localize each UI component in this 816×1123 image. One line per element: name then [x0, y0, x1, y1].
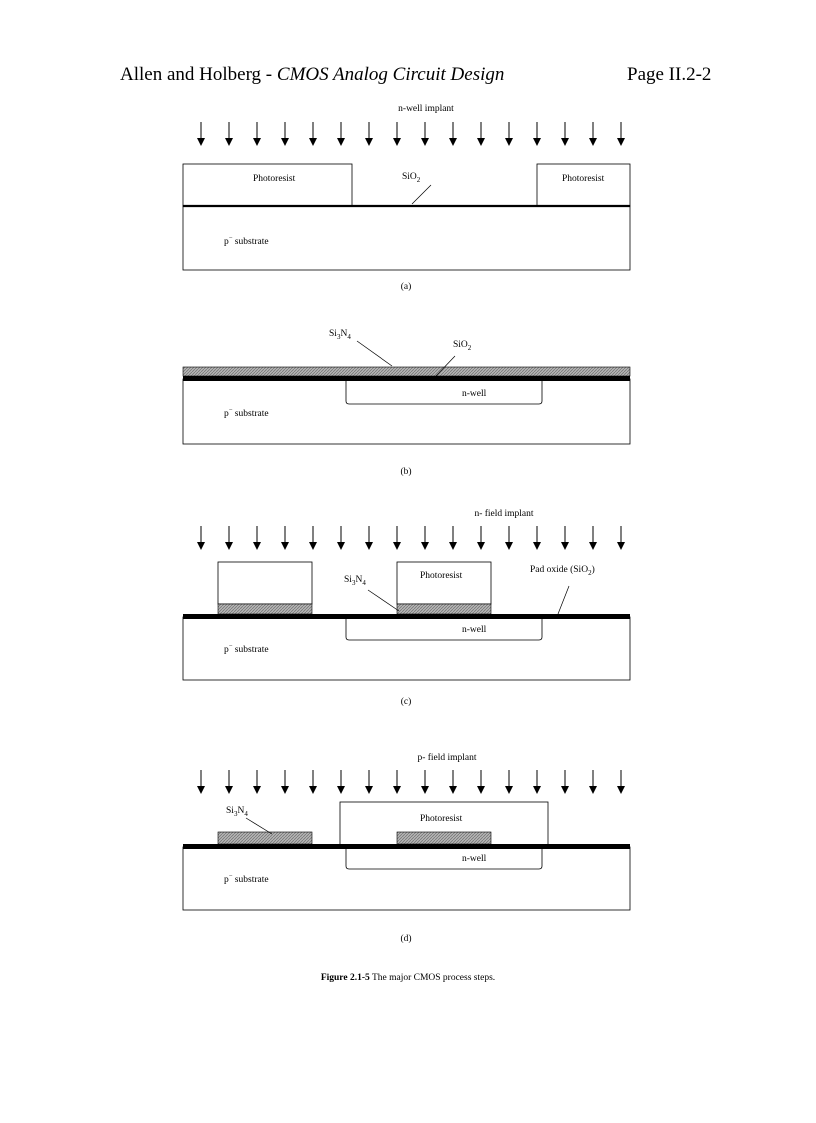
implant-arrow-head [533, 138, 541, 146]
nitride-left-d [218, 832, 312, 844]
substrate-label-a: p− substrate [224, 235, 269, 247]
implant-arrow-head [365, 138, 373, 146]
figure-caption [0, 973, 816, 983]
implant-arrow-head [477, 542, 485, 550]
panel-c [183, 508, 630, 707]
implant-arrow-head [505, 542, 513, 550]
implant-arrow-head [281, 786, 289, 794]
implant-arrow-head [197, 138, 205, 146]
figure-label: Figure 2.1-5 [320, 973, 370, 983]
implant-arrow-head [477, 138, 485, 146]
figure-caption-text: The major CMOS process steps. [369, 973, 496, 983]
nitride-leader-c [368, 590, 399, 611]
implant-arrow-head [589, 786, 597, 794]
implant-label-a: n-well implant [398, 104, 454, 114]
nitride-label-d: $Si_3N_4$ [226, 806, 248, 818]
caption-c: (c) [400, 697, 412, 707]
implant-arrow-head [253, 786, 261, 794]
implant-arrow-head [281, 138, 289, 146]
nitride-label-b: $Si_3N_4$ [329, 329, 351, 341]
implant-arrow-head [365, 786, 373, 794]
implant-arrow-head [589, 542, 597, 550]
header-authors: Allen and Holberg - [120, 64, 277, 85]
implant-arrow-head [337, 786, 345, 794]
panel-d [183, 752, 630, 944]
implant-arrows-a [197, 122, 625, 146]
well-label-c: n-well [462, 625, 487, 635]
implant-arrow-head [561, 786, 569, 794]
implant-arrow-head [533, 542, 541, 550]
implant-arrow-head [393, 786, 401, 794]
header-book-title: CMOS Analog Circuit Design [276, 64, 505, 85]
implant-arrow-head [337, 542, 345, 550]
nitride-leader-b [357, 341, 392, 366]
caption-a: (a) [400, 282, 412, 292]
implant-arrow-head [449, 786, 457, 794]
implant-arrow-head [281, 542, 289, 550]
implant-arrow-head [309, 786, 317, 794]
implant-arrow-head [561, 542, 569, 550]
pad-oxide-layer-c [183, 614, 630, 619]
implant-arrow-head [505, 138, 513, 146]
pad-oxide-leader-c [558, 586, 569, 614]
implant-arrow-head [449, 138, 457, 146]
implant-arrow-head [561, 138, 569, 146]
implant-label-d: p- field implant [417, 753, 477, 763]
implant-arrows-c [197, 526, 625, 550]
implant-arrow-head [225, 786, 233, 794]
implant-arrow-head [617, 786, 625, 794]
photoresist-left-label-a: Photoresist [253, 174, 296, 184]
panel-a [183, 104, 630, 292]
oxide-label-a: SiO$_2$ [402, 172, 421, 184]
implant-arrow-head [421, 786, 429, 794]
panel-b [183, 329, 630, 477]
oxide-layer-d [183, 844, 630, 849]
implant-arrow-head [617, 138, 625, 146]
photoresist-right-c [397, 562, 491, 604]
implant-arrow-head [421, 138, 429, 146]
implant-arrows-d [197, 770, 625, 794]
substrate-label-d: p− substrate [224, 873, 269, 885]
well-label-d: n-well [462, 854, 487, 864]
implant-arrow-head [225, 542, 233, 550]
photoresist-left-c [218, 562, 312, 604]
photoresist-right-label-a: Photoresist [562, 174, 605, 184]
oxide-label-b: SiO$_2$ [453, 340, 472, 352]
implant-arrow-head [393, 542, 401, 550]
well-label-b: n-well [462, 389, 487, 399]
running-header-page: Page II.2-2 [627, 64, 712, 85]
nitride-layer-b [183, 367, 630, 376]
implant-arrow-head [365, 542, 373, 550]
implant-arrow-head [197, 786, 205, 794]
oxide-leader-a [412, 185, 431, 204]
pad-oxide-label-c: Pad oxide (SiO$_2$) [530, 565, 595, 577]
implant-arrow-head [617, 542, 625, 550]
caption-b: (b) [400, 467, 412, 477]
substrate-label-b: p− substrate [224, 407, 269, 419]
implant-arrow-head [197, 542, 205, 550]
implant-arrow-head [309, 138, 317, 146]
implant-arrow-head [337, 138, 345, 146]
nitride-label-c: $Si_3N_4$ [344, 575, 366, 587]
implant-arrow-head [533, 786, 541, 794]
photoresist-right-a [537, 164, 630, 206]
photoresist-label-c: Photoresist [420, 571, 463, 581]
photoresist-left-a [183, 164, 352, 206]
implant-arrow-head [253, 542, 261, 550]
implant-arrow-head [505, 786, 513, 794]
implant-arrow-head [253, 138, 261, 146]
nitride-left-c [218, 604, 312, 614]
implant-arrow-head [421, 542, 429, 550]
caption-d: (d) [400, 934, 412, 944]
implant-arrow-head [309, 542, 317, 550]
implant-arrow-head [589, 138, 597, 146]
implant-label-c: n- field implant [474, 509, 534, 519]
photoresist-label-d: Photoresist [420, 814, 463, 824]
implant-arrow-head [477, 786, 485, 794]
substrate-label-c: p− substrate [224, 643, 269, 655]
nitride-right-c [397, 604, 491, 614]
implant-arrow-head [225, 138, 233, 146]
implant-arrow-head [449, 542, 457, 550]
oxide-layer-b [183, 376, 630, 381]
implant-arrow-head [393, 138, 401, 146]
nitride-leader-d [246, 818, 272, 834]
nitride-right-d [397, 832, 491, 844]
